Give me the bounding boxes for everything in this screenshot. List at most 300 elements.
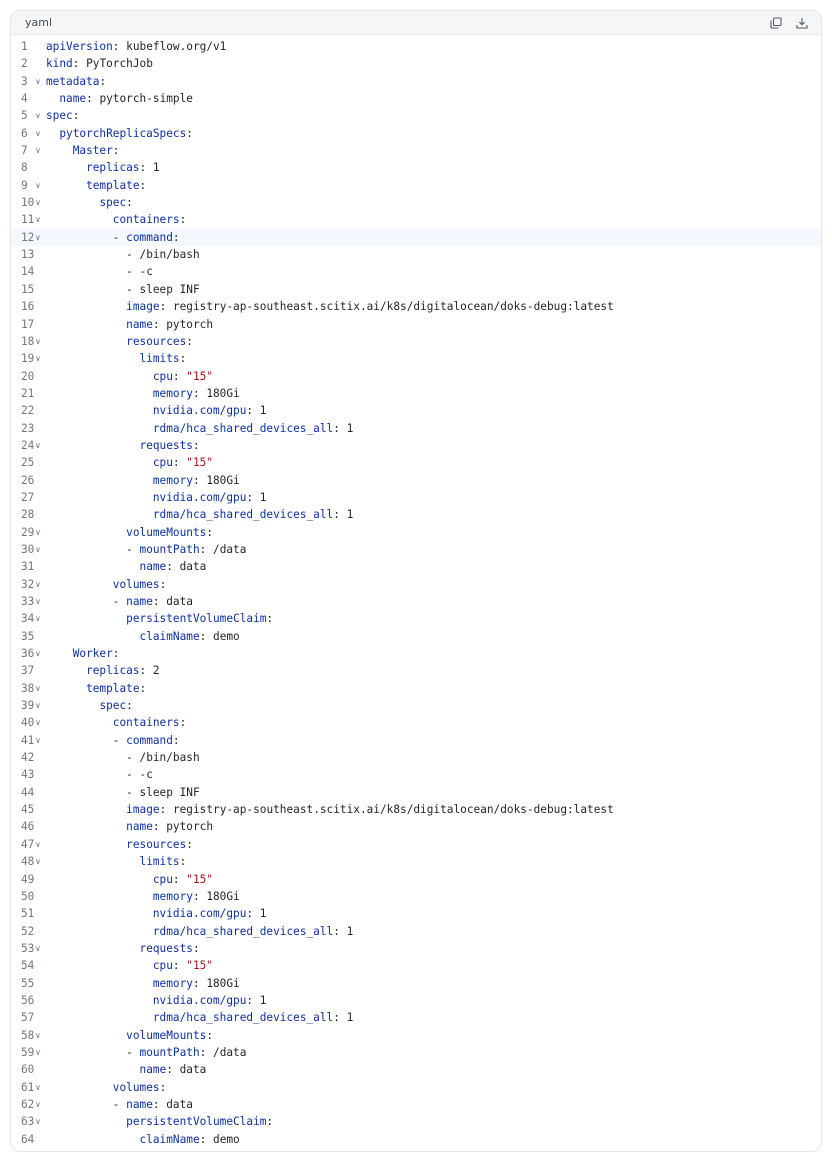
code-line — [11, 628, 821, 645]
code-line — [11, 437, 821, 454]
yaml-key: resources — [126, 837, 187, 851]
line-content: Worker: — [72, 647, 120, 661]
line-content: - command: — [112, 230, 180, 244]
code-line — [11, 402, 821, 419]
line-content: - name: data — [112, 595, 193, 608]
yaml-key: cpu — [152, 959, 173, 973]
line-number: 28 — [21, 508, 35, 522]
yaml-value: pytorch — [166, 820, 214, 834]
code-line — [11, 818, 821, 835]
yaml-value: kubeflow.org/v1 — [126, 40, 227, 53]
line-number: 20 — [21, 369, 35, 383]
yaml-key: rdma/hca_shared_devices_all — [152, 1011, 334, 1025]
line-number: 36 — [21, 647, 35, 661]
fold-chevron-icon[interactable]: ∨ — [35, 735, 41, 745]
line-content: memory: 180Gi — [152, 386, 240, 400]
code-line — [11, 263, 821, 280]
code-line — [11, 420, 821, 437]
code-line — [11, 905, 821, 922]
line-number: 60 — [21, 1063, 35, 1077]
line-content: cpu: "15" — [152, 872, 214, 886]
list-dash: - — [112, 733, 127, 747]
line-number: 18 — [21, 334, 35, 348]
line-content: apiVersion: kubeflow.org/v1 — [46, 40, 227, 53]
yaml-key: image — [126, 803, 160, 817]
code-line — [11, 888, 821, 905]
yaml-key: apiVersion — [46, 40, 113, 53]
line-number: 21 — [21, 386, 35, 400]
yaml-key: cpu — [152, 456, 173, 470]
line-content: nvidia.com/gpu: 1 — [152, 993, 267, 1007]
yaml-key: memory — [152, 386, 193, 400]
line-number: 31 — [21, 560, 35, 574]
yaml-value: demo — [213, 1132, 240, 1146]
yaml-key: memory — [152, 976, 193, 990]
line-content: memory: 180Gi — [152, 889, 240, 903]
yaml-key: limits — [139, 352, 180, 366]
code-line — [11, 645, 821, 662]
yaml-value: data — [179, 560, 207, 574]
yaml-key: nvidia.com/gpu — [152, 993, 247, 1007]
line-content: cpu: "15" — [152, 456, 214, 470]
line-number: 30 — [21, 542, 35, 556]
line-content — [46, 749, 200, 766]
line-content: - mountPath: /data — [126, 542, 247, 556]
code-line — [11, 38, 821, 55]
line-content: - name: data — [112, 1097, 193, 1111]
yaml-key: requests — [139, 941, 193, 955]
line-content: - command: — [112, 733, 180, 747]
code-line — [11, 142, 821, 159]
line-number: 37 — [21, 664, 35, 678]
fold-chevron-icon[interactable]: ∨ — [35, 198, 41, 208]
line-content: limits: — [139, 855, 187, 869]
code-line — [11, 159, 821, 176]
yaml-key: pytorchReplicaSpecs — [59, 126, 187, 140]
line-content: persistentVolumeClaim: — [126, 612, 274, 626]
code-line — [11, 333, 821, 350]
line-content: volumeMounts: — [126, 525, 213, 539]
line-content: rdma/hca_shared_devices_all: 1 — [152, 421, 354, 435]
code-line — [11, 1009, 821, 1026]
yaml-value: sleep INF — [139, 282, 200, 296]
yaml-value: 1 — [259, 490, 267, 504]
yaml-key: spec — [99, 699, 127, 713]
yaml-key: metadata — [46, 74, 100, 88]
yaml-value: /data — [213, 542, 247, 556]
line-content: requests: — [139, 438, 200, 452]
fold-chevron-icon[interactable]: ∨ — [35, 718, 41, 728]
list-dash: - — [126, 1045, 140, 1059]
yaml-value: 180Gi — [206, 386, 240, 400]
line-content: replicas: 2 — [86, 664, 160, 678]
yaml-value: 180Gi — [206, 889, 240, 903]
yaml-key: replicas — [86, 664, 140, 678]
yaml-value: registry-ap-southeast.scitix.ai/k8s/digitalocean/doks-debug:latest — [172, 803, 614, 817]
code-line — [11, 1113, 821, 1130]
fold-chevron-icon[interactable]: ∨ — [35, 597, 41, 606]
line-number: 29 — [21, 525, 35, 539]
line-number: 46 — [21, 820, 35, 834]
yaml-key: command — [126, 733, 173, 747]
line-content: image: registry-ap-southeast.scitix.ai/k8s/digitalocean/doks-debug:latest — [126, 803, 614, 817]
fold-chevron-icon[interactable]: ∨ — [35, 683, 41, 693]
code-line — [11, 975, 821, 992]
line-number: 34 — [21, 612, 35, 626]
line-number: 19 — [21, 352, 35, 366]
yaml-value: data — [166, 595, 193, 608]
list-dash: - — [126, 248, 140, 262]
code-line — [11, 281, 821, 298]
line-number: 17 — [21, 317, 35, 331]
line-content: volumeMounts: — [126, 1028, 213, 1042]
line-content: rdma/hca_shared_devices_all: 1 — [152, 1011, 354, 1025]
yaml-value: 180Gi — [206, 976, 240, 990]
yaml-value: -c — [139, 768, 153, 782]
line-number: 12 — [21, 230, 35, 244]
line-number: 43 — [21, 768, 35, 782]
code-line — [11, 194, 821, 211]
fold-chevron-icon[interactable]: ∨ — [35, 943, 41, 953]
yaml-key: command — [126, 230, 173, 244]
yaml-value: 1 — [259, 907, 267, 921]
yaml-key: resources — [126, 334, 187, 348]
fold-chevron-icon[interactable]: ∨ — [35, 180, 41, 190]
line-content — [46, 784, 200, 801]
line-number: 1 — [21, 40, 28, 53]
copy-icon[interactable] — [769, 16, 783, 30]
fold-chevron-icon[interactable]: ∨ — [35, 128, 41, 138]
yaml-key: Master — [72, 144, 113, 158]
code-line — [11, 697, 821, 714]
line-content: rdma/hca_shared_devices_all: 1 — [152, 924, 354, 938]
fold-chevron-icon[interactable]: ∨ — [35, 215, 41, 225]
line-content: spec: — [99, 699, 133, 713]
line-number: 41 — [21, 733, 35, 747]
yaml-key: persistentVolumeClaim — [126, 1115, 267, 1129]
fold-chevron-icon[interactable]: ∨ — [35, 1082, 41, 1092]
code-line — [11, 1061, 821, 1078]
code-line — [11, 211, 821, 228]
yaml-key: name — [126, 820, 153, 834]
yaml-value: 2 — [152, 664, 160, 678]
yaml-value: 180Gi — [206, 473, 240, 487]
code-line — [11, 714, 821, 731]
fold-chevron-icon[interactable]: ∨ — [35, 857, 41, 867]
fold-chevron-icon[interactable]: ∨ — [35, 527, 41, 537]
yaml-value: data — [179, 1063, 207, 1077]
yaml-value: 1 — [346, 1011, 354, 1025]
yaml-key: name — [59, 92, 87, 106]
code-line — [11, 541, 821, 558]
yaml-value: sleep INF — [139, 785, 200, 799]
line-number: 8 — [21, 161, 28, 175]
code-line — [11, 246, 821, 263]
code-line — [11, 298, 821, 315]
language-label: yaml — [25, 16, 53, 29]
yaml-key: mountPath — [139, 1045, 200, 1059]
code-line — [11, 749, 821, 766]
yaml-value: pytorch-simple — [99, 92, 193, 106]
line-content: name: pytorch — [126, 820, 214, 834]
line-number: 32 — [21, 577, 35, 591]
line-number: 49 — [21, 872, 35, 886]
line-number: 52 — [21, 924, 35, 938]
fold-chevron-icon[interactable]: ∨ — [35, 76, 41, 86]
line-number: 26 — [21, 473, 35, 487]
yaml-value: /bin/bash — [139, 248, 200, 262]
line-number: 33 — [21, 595, 35, 608]
line-number: 15 — [21, 282, 35, 296]
code-line — [11, 766, 821, 783]
fold-chevron-icon[interactable]: ∨ — [35, 1117, 41, 1127]
line-number: 53 — [21, 941, 35, 955]
yaml-key: nvidia.com/gpu — [152, 404, 247, 418]
yaml-string-value: "15" — [186, 456, 214, 470]
fold-chevron-icon[interactable]: ∨ — [35, 614, 41, 624]
fold-chevron-icon[interactable]: ∨ — [35, 232, 41, 242]
yaml-string-value: "15" — [186, 369, 214, 383]
code-line — [11, 940, 821, 957]
yaml-value: /bin/bash — [139, 751, 200, 765]
yaml-key: volumeMounts — [126, 525, 207, 539]
line-content: rdma/hca_shared_devices_all: 1 — [152, 508, 354, 522]
code-line — [11, 506, 821, 523]
line-number: 16 — [21, 300, 35, 314]
yaml-key: volumes — [112, 577, 160, 591]
code-line — [11, 1027, 821, 1044]
yaml-key: volumes — [112, 1080, 160, 1094]
line-number: 54 — [21, 959, 35, 973]
yaml-key: spec — [99, 196, 127, 210]
list-dash: - — [126, 751, 140, 765]
line-content: nvidia.com/gpu: 1 — [152, 907, 267, 921]
line-content: cpu: "15" — [152, 959, 214, 973]
fold-chevron-icon[interactable]: ∨ — [35, 111, 41, 121]
line-content — [46, 246, 200, 263]
yaml-key: cpu — [152, 872, 173, 886]
code-line — [11, 662, 821, 679]
yaml-key: claimName — [139, 629, 200, 643]
fold-chevron-icon[interactable]: ∨ — [35, 336, 41, 346]
yaml-string-value: "15" — [186, 872, 214, 886]
fold-chevron-icon[interactable]: ∨ — [35, 354, 41, 364]
list-dash: - — [112, 230, 127, 244]
line-content: spec: — [46, 109, 80, 123]
line-content: volumes: — [112, 577, 167, 591]
line-content: template: — [86, 681, 147, 695]
line-number: 27 — [21, 490, 35, 504]
code-line — [11, 1079, 821, 1096]
line-number: 47 — [21, 837, 35, 851]
list-dash: - — [126, 282, 140, 296]
code-line — [11, 316, 821, 333]
line-number: 57 — [21, 1011, 35, 1025]
code-line — [11, 558, 821, 575]
line-number: 42 — [21, 751, 35, 765]
yaml-value: 1 — [346, 508, 354, 522]
fold-chevron-icon[interactable]: ∨ — [35, 579, 41, 589]
yaml-key: rdma/hca_shared_devices_all — [152, 421, 334, 435]
line-content: kind: PyTorchJob — [46, 57, 153, 71]
line-number: 48 — [21, 855, 35, 869]
list-dash: - — [126, 265, 140, 279]
yaml-key: name — [126, 317, 153, 331]
code-line — [11, 454, 821, 471]
yaml-value: 1 — [346, 924, 354, 938]
code-actions — [769, 16, 809, 30]
line-number: 23 — [21, 421, 35, 435]
list-dash: - — [112, 1097, 127, 1111]
line-content: requests: — [139, 941, 200, 955]
line-number: 13 — [21, 248, 35, 262]
line-content: memory: 180Gi — [152, 473, 240, 487]
fold-chevron-icon[interactable]: ∨ — [35, 440, 41, 450]
list-dash: - — [126, 542, 140, 556]
code-line — [11, 957, 821, 974]
code-line — [11, 992, 821, 1009]
yaml-value: 1 — [259, 993, 267, 1007]
line-number: 45 — [21, 803, 35, 817]
yaml-key: name — [139, 1063, 167, 1077]
line-number: 9 — [21, 178, 28, 192]
line-content: name: data — [139, 560, 207, 574]
yaml-key: mountPath — [139, 542, 200, 556]
code-line — [11, 125, 821, 142]
line-content: name: pytorch-simple — [59, 92, 193, 106]
line-content: nvidia.com/gpu: 1 — [152, 490, 267, 504]
yaml-value: 1 — [346, 421, 354, 435]
line-content: resources: — [126, 837, 193, 851]
line-content: metadata: — [46, 74, 107, 88]
line-number: 11 — [21, 213, 35, 227]
yaml-key: memory — [152, 889, 193, 903]
code-line — [11, 55, 821, 72]
yaml-value: data — [166, 1097, 193, 1111]
yaml-key: template — [86, 178, 140, 192]
yaml-key: kind — [46, 57, 73, 71]
code-line — [11, 801, 821, 818]
yaml-key: claimName — [139, 1132, 200, 1146]
line-number: 22 — [21, 404, 35, 418]
line-content: name: data — [139, 1063, 207, 1077]
line-number: 61 — [21, 1080, 35, 1094]
line-number: 62 — [21, 1097, 35, 1111]
line-number: 25 — [21, 456, 35, 470]
code-line — [11, 680, 821, 697]
code-line — [11, 368, 821, 385]
line-number: 10 — [21, 196, 35, 210]
yaml-value: 1 — [152, 161, 160, 175]
line-content: limits: — [139, 352, 187, 366]
line-content: pytorchReplicaSpecs: — [59, 126, 193, 140]
line-number: 6 — [21, 126, 28, 140]
line-content — [46, 263, 153, 280]
fold-chevron-icon[interactable]: ∨ — [35, 839, 41, 849]
yaml-value: /data — [213, 1045, 247, 1059]
yaml-key: requests — [139, 438, 193, 452]
line-content — [46, 766, 153, 783]
yaml-key: replicas — [86, 161, 140, 175]
yaml-string-value: "15" — [186, 959, 214, 973]
yaml-key: limits — [139, 855, 180, 869]
line-number: 39 — [21, 699, 35, 713]
line-content: cpu: "15" — [152, 369, 214, 383]
line-number: 5 — [21, 109, 28, 123]
line-content: resources: — [126, 334, 193, 348]
code-line — [11, 784, 821, 801]
fold-chevron-icon[interactable]: ∨ — [35, 146, 41, 156]
code-line — [11, 229, 821, 246]
line-content: claimName: demo — [139, 629, 240, 643]
yaml-key: name — [126, 595, 153, 608]
code-line — [11, 853, 821, 870]
yaml-key: nvidia.com/gpu — [152, 907, 247, 921]
line-number: 14 — [21, 265, 35, 279]
fold-chevron-icon[interactable]: ∨ — [35, 544, 41, 554]
yaml-key: nvidia.com/gpu — [152, 490, 247, 504]
yaml-value: pytorch — [166, 317, 214, 331]
line-number: 50 — [21, 889, 35, 903]
line-number: 4 — [21, 92, 28, 106]
list-dash: - — [126, 768, 140, 782]
fold-chevron-icon[interactable]: ∨ — [35, 1099, 41, 1109]
yaml-key: memory — [152, 473, 193, 487]
fold-chevron-icon[interactable]: ∨ — [35, 1030, 41, 1040]
line-number: 7 — [21, 144, 28, 158]
yaml-key: Worker — [72, 647, 113, 661]
code-content[interactable] — [11, 35, 821, 1148]
code-line — [11, 593, 821, 610]
fold-chevron-icon[interactable]: ∨ — [35, 701, 41, 711]
yaml-key: template — [86, 681, 140, 695]
code-line — [11, 350, 821, 367]
code-line — [11, 524, 821, 541]
line-content: replicas: 1 — [86, 161, 160, 175]
yaml-value: registry-ap-southeast.scitix.ai/k8s/digitalocean/doks-debug:latest — [172, 300, 614, 314]
code-line — [11, 923, 821, 940]
yaml-key: spec — [46, 109, 73, 123]
yaml-key: rdma/hca_shared_devices_all — [152, 508, 334, 522]
code-line — [11, 73, 821, 90]
yaml-key: image — [126, 300, 160, 314]
line-number: 64 — [21, 1132, 35, 1146]
line-content: volumes: — [112, 1080, 167, 1094]
code-line — [11, 472, 821, 489]
line-number: 40 — [21, 716, 35, 730]
line-content — [46, 281, 200, 298]
code-line — [11, 90, 821, 107]
line-content: memory: 180Gi — [152, 976, 240, 990]
yaml-key: containers — [112, 716, 180, 730]
line-content: image: registry-ap-southeast.scitix.ai/k8s/digitalocean/doks-debug:latest — [126, 300, 614, 314]
fold-chevron-icon[interactable]: ∨ — [35, 649, 41, 659]
yaml-value: demo — [213, 629, 240, 643]
line-number: 56 — [21, 993, 35, 1007]
code-line — [11, 107, 821, 124]
line-content: claimName: demo — [139, 1132, 240, 1146]
yaml-value: -c — [139, 265, 153, 279]
fold-chevron-icon[interactable]: ∨ — [35, 1047, 41, 1057]
line-number: 51 — [21, 907, 35, 921]
line-content: name: pytorch — [126, 317, 214, 331]
download-icon[interactable] — [795, 16, 809, 30]
line-content: containers: — [112, 213, 187, 227]
yaml-value: PyTorchJob — [86, 57, 153, 71]
code-line — [11, 610, 821, 627]
line-content: nvidia.com/gpu: 1 — [152, 404, 267, 418]
code-line — [11, 576, 821, 593]
